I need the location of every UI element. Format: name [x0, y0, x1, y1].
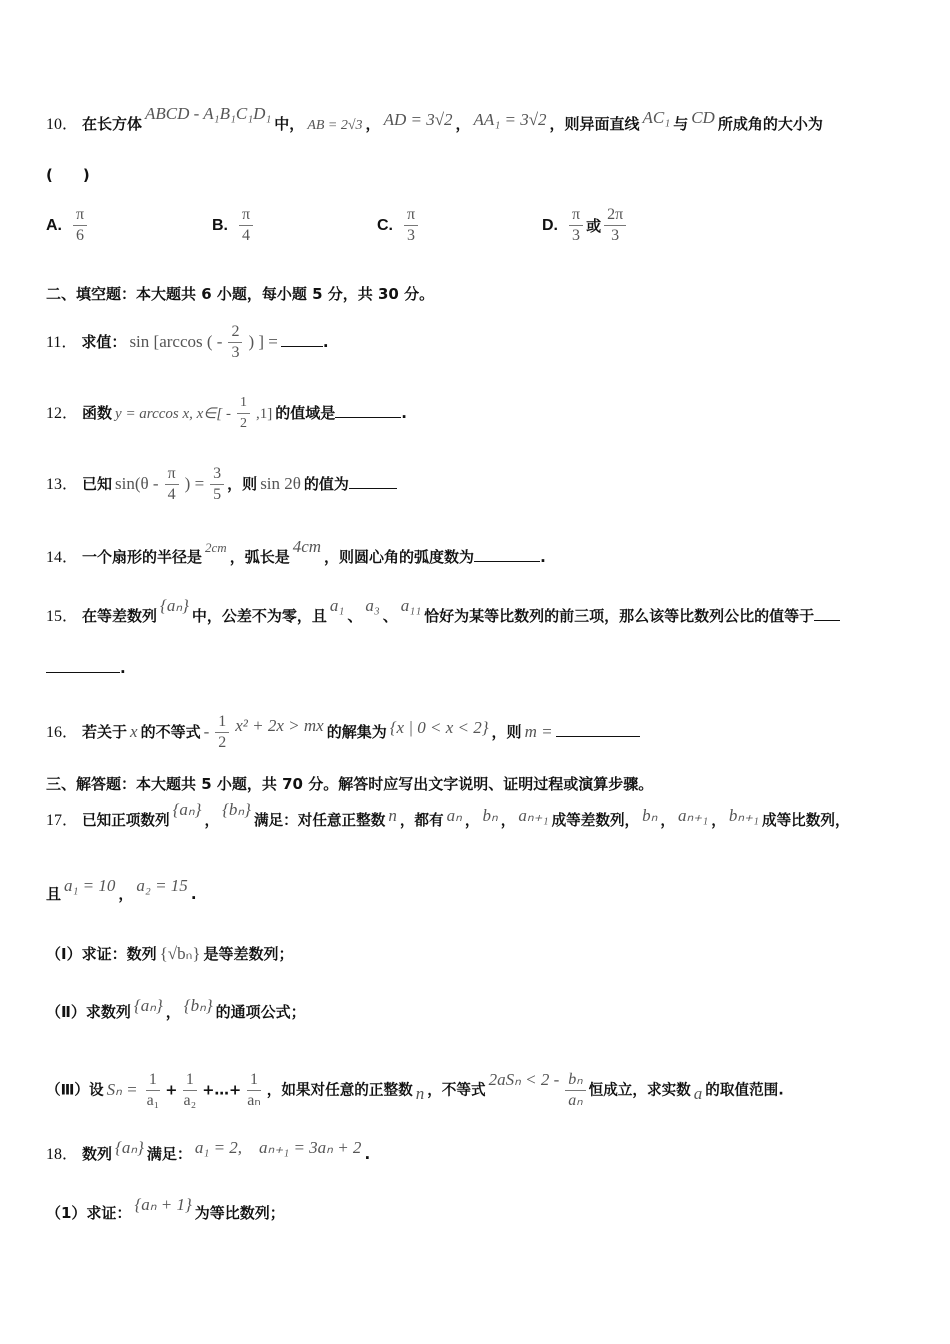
q17-part-2: （Ⅱ）求数列 {aₙ} ， {bₙ} 的通项公式；: [46, 996, 306, 1021]
math-expr: {aₙ}: [115, 1138, 144, 1157]
math-expr: m =: [524, 722, 553, 741]
math-expr: AA₁ = 3√2: [473, 110, 547, 129]
answer-blank[interactable]: [474, 547, 540, 562]
math-expr: a₃: [365, 596, 380, 615]
q15-continued: .: [46, 656, 126, 680]
math-expr: aₙ: [446, 806, 462, 825]
option-c[interactable]: C. $\frac{\pi}{3}$: [377, 205, 421, 246]
q11: 11． 求值： sin [arccos ( - $\frac{2}{3}$ ) ] = .: [46, 323, 329, 361]
fraction: $\frac{\pi}{3}$: [569, 205, 583, 246]
math-expr: a: [693, 1083, 703, 1103]
math-expr: sin [arccos ( -: [129, 332, 223, 351]
option-a[interactable]: A. $\frac{\pi}{6}$: [46, 205, 90, 246]
math-expr: ) =: [184, 474, 205, 493]
math-expr: 2cm: [205, 540, 227, 555]
math-expr: {aₙ + 1}: [134, 1195, 192, 1214]
math-expr: x² + 2x > mx: [235, 716, 324, 735]
math-expr: aₙ₊₁: [518, 806, 549, 825]
math-expr: sin 2θ: [260, 474, 301, 493]
math-expr: AB = 2√3: [307, 118, 363, 133]
q14: 14． 一个扇形的半径是2cm，弧长是4cm，则圆心角的弧度数为 .: [46, 537, 546, 566]
q17-part-3: （Ⅲ）设 Sₙ = $\frac{1}{\text{a₁}}$ + $\frac{1}{\text{a₂}}$ +…+ $\frac{1}{\text{aₙ}}$ ，如果对任意的正整数 n ，不等式2aSₙ < 2 - $\frac{\text{bₙ}}{\text{aₙ}}$ 恒成立，求实数 a 的取值范围.: [46, 1069, 784, 1109]
math-expr: a₁ = 10: [64, 876, 116, 895]
math-expr: {aₙ}: [172, 800, 202, 819]
fraction: $\frac{\pi}{3}$: [404, 205, 418, 246]
fraction: $\frac{1}{\text{aₙ}}$: [247, 1071, 261, 1109]
math-expr: -: [203, 722, 210, 741]
math-expr: n: [415, 1083, 425, 1103]
fraction: $\frac{3}{5}$: [210, 464, 224, 505]
answer-blank[interactable]: [281, 332, 323, 347]
answer-blank[interactable]: [335, 403, 401, 418]
q10-stem: 10． 在长方体ABCD - A₁B₁C₁D₁中， AB = 2√3 ， AD = 3√2 ， AA₁ = 3√2 ，则异面直线 AC₁ 与 CD 所成角的大小为: [46, 112, 823, 138]
section-heading: 三、解答题：本大题共 5 小题，共 70 分。解答时应写出文字说明、证明过程或演算步骤。: [46, 775, 654, 793]
option-b[interactable]: B. $\frac{\pi}{4}$: [212, 205, 256, 246]
option-d[interactable]: D. $\frac{\pi}{3}$ 或 $\frac{2\pi}{3}$: [542, 205, 629, 246]
fraction: $\frac{1}{2}$: [215, 712, 229, 753]
math-expr: x: [130, 722, 138, 741]
math-expr: bₙ: [642, 806, 658, 825]
math-expr: CD: [691, 108, 715, 127]
math-expr: bₙ: [482, 806, 498, 825]
math-expr: bₙ₊₁: [728, 806, 759, 825]
q15: 15． 在等差数列{aₙ}中，公差不为零，且a₁、a₃、a₁₁恰好为某等比数列的前三项，那么该等比数列公比的值等于: [46, 604, 840, 629]
fraction: $\frac{2}{3}$: [228, 322, 242, 363]
math-expr: sin(θ -: [115, 474, 159, 493]
math-expr: y = arccos x, x∈[ -: [115, 406, 231, 422]
q17-given: 且 a₁ = 10 ， a₂ = 15 .: [46, 876, 197, 903]
fraction: $\frac{1}{2}$: [237, 393, 250, 434]
math-expr: a₂ = 15: [136, 876, 188, 895]
math-expr: {√bₙ}: [159, 944, 201, 963]
fraction: $\frac{\text{bₙ}}{\text{aₙ}}$: [565, 1070, 585, 1111]
q12: 12． 函数 y = arccos x, x∈[ - $\frac{1}{2}$ ,1] 的值域是 .: [46, 393, 407, 434]
math-expr: a₁: [329, 596, 345, 615]
q18-part-1: （1）求证： {aₙ + 1} 为等比数列；: [46, 1195, 285, 1222]
fraction: $\frac{\pi}{4}$: [165, 464, 179, 505]
math-expr: Sₙ =: [106, 1079, 138, 1099]
answer-blank[interactable]: [349, 474, 397, 489]
answer-paren: ( ): [46, 166, 90, 184]
math-expr: ABCD - A₁B₁C₁D₁: [145, 104, 272, 123]
section-heading: 二、填空题：本大题共 6 小题，每小题 5 分，共 30 分。: [46, 285, 435, 303]
q13: 13． 已知 sin(θ - $\frac{\pi}{4}$ ) = $\frac{3}{5}$ ，则 sin 2θ 的值为: [46, 464, 397, 505]
math-expr: {bₙ}: [222, 800, 251, 819]
q17-part-1: （Ⅰ）求证：数列 {√bₙ} 是等差数列；: [46, 942, 294, 966]
question-number: 10．: [46, 116, 79, 133]
q17-stem: 17． 已知正项数列{aₙ}，{bₙ}满足：对任意正整数 n ，都有 aₙ ， bₙ ， aₙ₊₁ 成等差数列， bₙ ， aₙ₊₁ ， bₙ₊₁ 成等比数列，: [46, 800, 850, 829]
math-expr: n: [388, 806, 397, 825]
answer-blank[interactable]: [556, 722, 640, 737]
math-expr: aₙ₊₁: [678, 806, 709, 825]
fraction: $\frac{\pi}{4}$: [239, 205, 253, 246]
fraction: $\frac{1}{\text{a₁}}$: [146, 1071, 160, 1109]
math-expr: 2aSₙ < 2 -: [488, 1069, 560, 1089]
math-expr: {aₙ}: [133, 996, 163, 1015]
math-expr: 4cm: [292, 537, 322, 556]
math-expr: {bₙ}: [183, 996, 213, 1015]
q16: 16． 若关于 x 的不等式 - $\frac{1}{2}$ x² + 2x > mx 的解集为 {x | 0 < x < 2} ，则 m =: [46, 712, 640, 753]
math-expr: {x | 0 < x < 2}: [389, 718, 489, 737]
math-expr: ,1]: [255, 406, 273, 422]
fraction: $\frac{\pi}{6}$: [73, 205, 87, 246]
answer-blank[interactable]: [46, 658, 120, 673]
math-expr: a₁₁: [400, 596, 422, 615]
math-expr: AD = 3√2: [383, 110, 453, 129]
q18-stem: 18． 数列 {aₙ} 满足： a₁ = 2, aₙ₊₁ = 3aₙ + 2 .: [46, 1138, 371, 1163]
math-expr: ) ] =: [248, 332, 278, 351]
answer-blank[interactable]: [814, 606, 840, 621]
fraction: $\frac{2\pi}{3}$: [604, 205, 626, 246]
fraction: $\frac{1}{\text{a₂}}$: [183, 1071, 197, 1109]
math-expr: {aₙ}: [160, 596, 189, 615]
math-expr: AC₁: [642, 108, 671, 127]
q10-options: [46, 205, 906, 249]
math-expr: a₁ = 2, aₙ₊₁ = 3aₙ + 2: [194, 1138, 362, 1157]
